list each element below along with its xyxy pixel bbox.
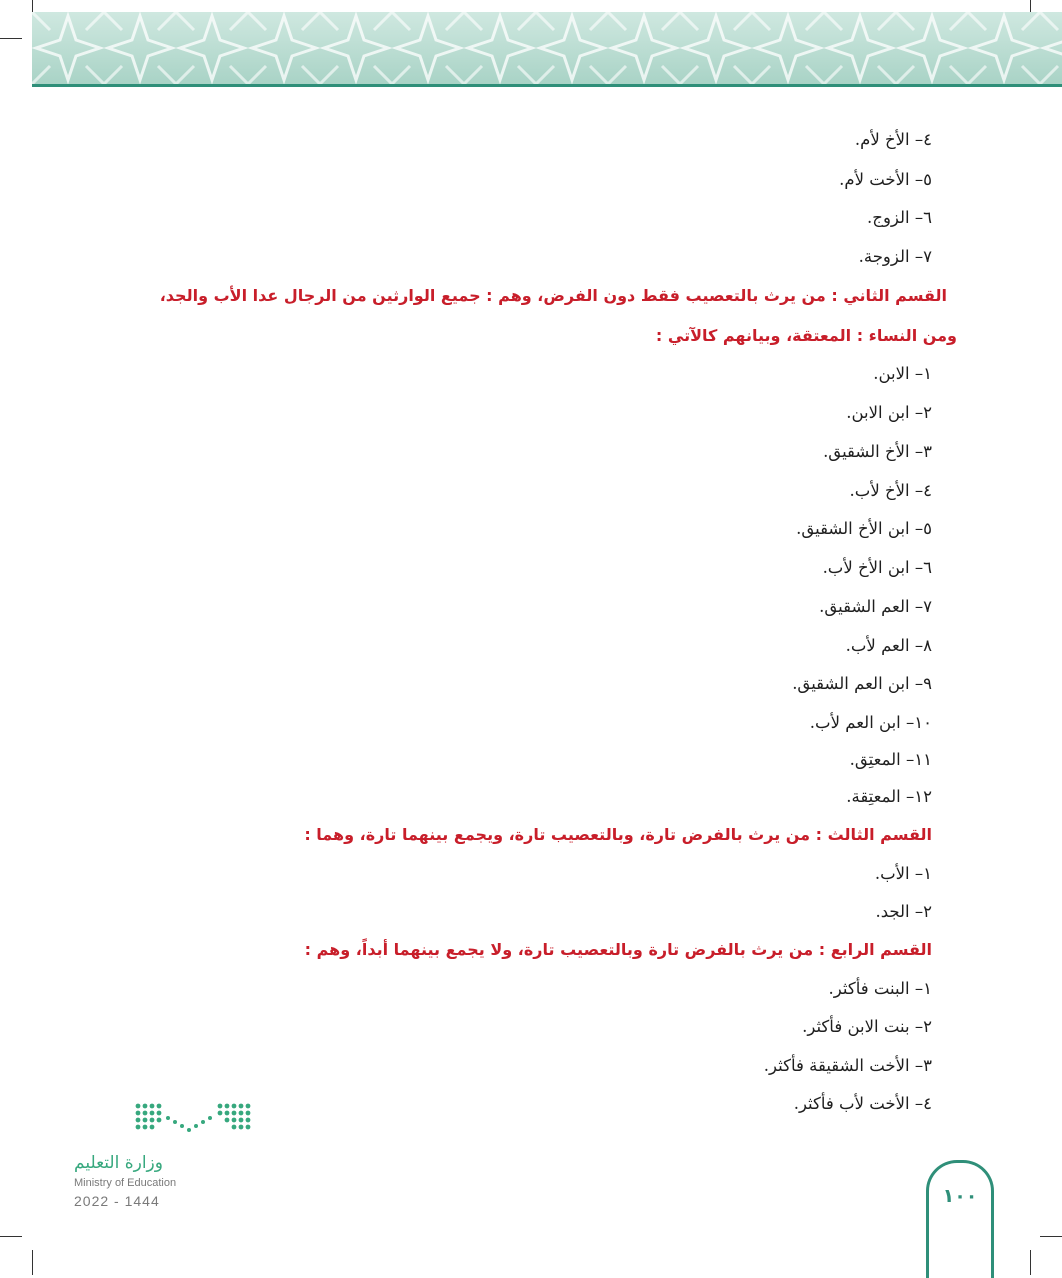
list-item: ١– الأب. <box>874 864 932 883</box>
page-number: ١٠٠ <box>942 1185 978 1207</box>
list-item: ٩– ابن العم الشقيق. <box>792 674 932 693</box>
list-item: ٤– الأخ لأم. <box>854 130 932 149</box>
list-item: ٣– الأخت الشقيقة فأكثر. <box>763 1056 932 1075</box>
ministry-name-arabic: وزارة التعليم <box>74 1153 163 1173</box>
list-item: ٤– الأخ لأب. <box>849 481 932 500</box>
list-item: ٥– ابن الأخ الشقيق. <box>796 519 932 538</box>
list-item: ٢– بنت الابن فأكثر. <box>802 1017 932 1036</box>
list-item: ٧– الزوجة. <box>858 247 932 266</box>
list-item: ٧– العم الشقيق. <box>819 597 932 616</box>
page-number-tab <box>926 1160 994 1278</box>
ministry-logo <box>70 1100 260 1220</box>
list-item: ١٢– المعتِقة. <box>846 787 932 806</box>
section-heading: القسم الرابع : من يرث بالفرض تارة وبالتعصيب تارة، ولا يجمع بينهما أبداً، وهم : <box>304 940 932 959</box>
section-heading: القسم الثاني : من يرث بالتعصيب فقط دون الفرض، وهم : جميع الوارثين من الرجال عدا الأب والجد، <box>159 286 947 305</box>
list-item: ٦– الزوج. <box>867 208 932 227</box>
list-item: ٣– الأخ الشقيق. <box>823 442 932 461</box>
list-item: ٢– ابن الابن. <box>846 403 932 422</box>
list-item: ١١– المعتِق. <box>849 750 932 769</box>
section-heading: ومن النساء : المعتقة، وبيانهم كالآتي : <box>655 326 957 345</box>
list-item: ١– الابن. <box>873 364 932 383</box>
ministry-name-english: Ministry of Education <box>74 1177 177 1189</box>
list-item: ٨– العم لأب. <box>845 636 932 655</box>
edition-year: 2022 - 1444 <box>74 1193 160 1209</box>
section-heading: القسم الثالث : من يرث بالفرض تارة، وبالتعصيب تارة، ويجمع بينهما تارة، وهما : <box>304 825 932 844</box>
list-item: ٢– الجد. <box>875 902 932 921</box>
ministry-dots-icon <box>132 1100 252 1140</box>
list-item: ١٠– ابن العم لأب. <box>809 713 932 732</box>
list-item: ٦– ابن الأخ لأب. <box>822 558 932 577</box>
list-item: ٤– الأخت لأب فأكثر. <box>793 1094 932 1113</box>
list-item: ١– البنت فأكثر. <box>828 979 932 998</box>
list-item: ٥– الأخت لأم. <box>839 170 932 189</box>
